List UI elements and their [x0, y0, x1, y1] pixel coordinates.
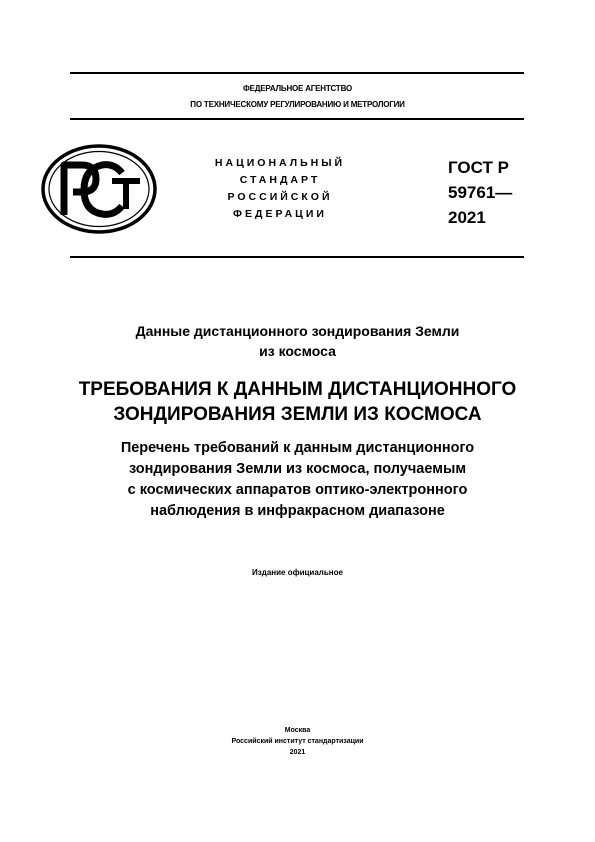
standard-type-line3: РОССИЙСКОЙ: [227, 191, 333, 203]
description-line4: наблюдения в инфракрасном диапазоне: [150, 503, 445, 519]
title-line1: ТРЕБОВАНИЯ К ДАННЫМ ДИСТАНЦИОННОГО: [78, 379, 517, 400]
top-divider: [70, 72, 524, 74]
edition-label: Издание официальное: [252, 568, 343, 577]
title-block-divider: [70, 256, 524, 258]
description-line3: с космических аппаратов оптико-электронного: [127, 482, 468, 498]
document-title: [0, 377, 595, 427]
agency-name-line2: ПО ТЕХНИЧЕСКОМУ РЕГУЛИРОВАНИЮ И МЕТРОЛОГИИ: [190, 100, 405, 109]
document-subtitle: [0, 321, 595, 361]
header-divider: [70, 118, 524, 120]
description-line1: Перечень требований к данным дистанционного: [120, 440, 475, 456]
designation-line1: ГОСТ Р: [448, 158, 509, 177]
standard-designation: [448, 155, 512, 230]
imprint-year: 2021: [289, 749, 306, 756]
subtitle-line1: Данные дистанционного зондирования Земли: [135, 323, 460, 339]
rst-standard-mark-icon: [40, 143, 158, 235]
publication-imprint: [0, 725, 595, 758]
imprint-publisher: Российский институт стандартизации: [231, 738, 364, 745]
title-line2: ЗОНДИРОВАНИЯ ЗЕМЛИ ИЗ КОСМОСА: [113, 404, 482, 425]
imprint-city: Москва: [284, 727, 311, 734]
designation-line3: 2021: [448, 208, 486, 227]
document-description: [0, 438, 595, 522]
standard-type-label: [186, 155, 374, 223]
description-line2: зондирования Земли из космоса, получаемым: [128, 461, 467, 477]
standard-type-line1: НАЦИОНАЛЬНЫЙ: [214, 157, 346, 169]
designation-line2: 59761—: [448, 183, 513, 202]
standard-type-line2: СТАНДАРТ: [239, 174, 321, 186]
subtitle-line2: из космоса: [259, 343, 336, 359]
agency-name-line1: ФЕДЕРАЛЬНОЕ АГЕНТСТВО: [242, 84, 352, 93]
standard-type-line4: ФЕДЕРАЦИИ: [233, 208, 327, 220]
